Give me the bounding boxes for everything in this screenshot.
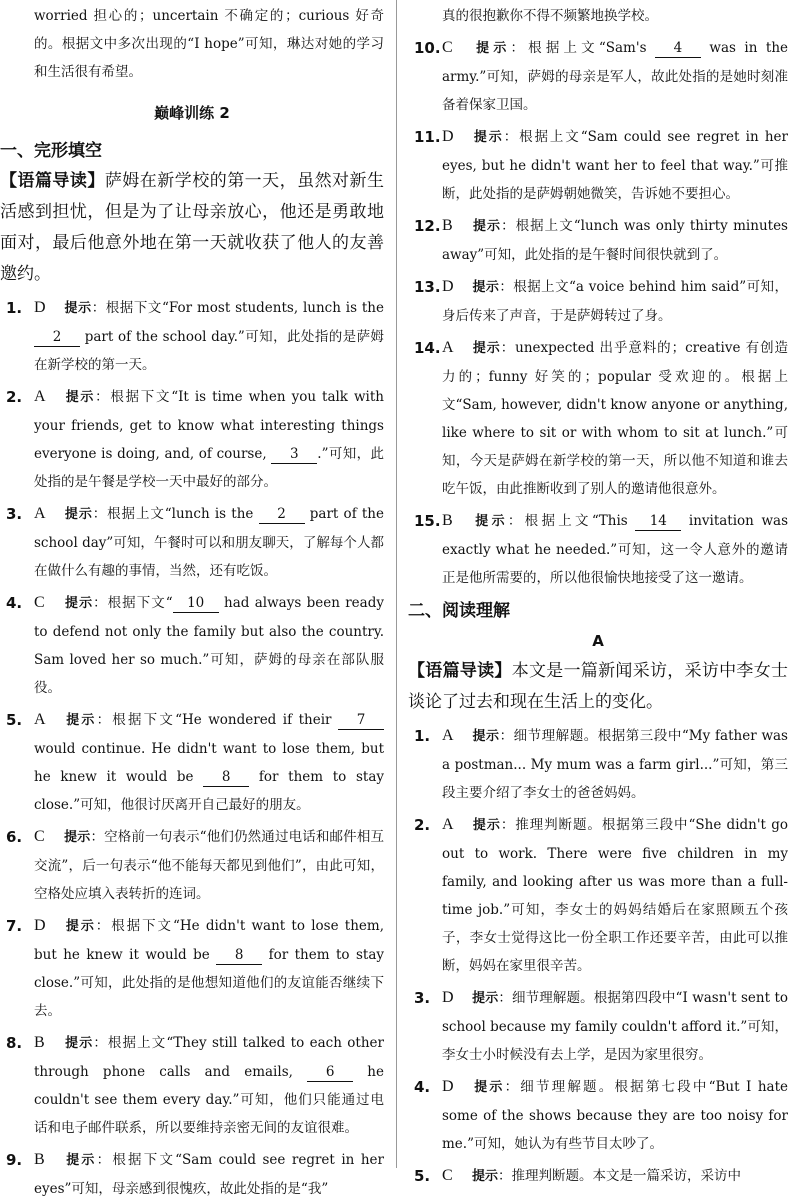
right-column [408, 0, 788, 1191]
tip-text: ：根据下文“He didn't want to lose them, but he knew it would be [34, 918, 384, 963]
item-number: 7. [6, 917, 23, 935]
tip-text: ：根据上文“Sam could see regret in her eyes, but he didn't want her to feel that way.”可推断，此处指的是萨姆朝她微笑，告诉她不要担心。 [442, 129, 788, 202]
item-number: 5. [414, 1167, 431, 1185]
item-number: 10. [414, 39, 441, 57]
answer-letter: D [442, 1078, 454, 1095]
answer-letter: B [442, 512, 453, 529]
tip-text: ：根据上文“lunch is the [92, 506, 259, 522]
answer-item [408, 984, 788, 1069]
answer-letter: C [34, 828, 45, 845]
answer-item [408, 334, 788, 503]
tip-text: ：细节理解题。根据第七段中“But I hate some of the shows because they are too noisy for me.”可知，她认为有些节目太吵了。 [442, 1079, 788, 1152]
practice-title: 巅峰训练 2 [154, 104, 230, 122]
item-number: 1. [414, 727, 431, 745]
tip-text: ：unexpected 出乎意料的；creative 有创造力的；funny 好笑的；popular 受欢迎的。根据上文“Sam, however, didn't know anyone or anything, like where to sit or with whom to sit at lunch.”可知，今天是萨姆在新学校的第一天，所以他不知道和谁去吃午饭，由此推断收到了别人的邀请他很意外。 [442, 340, 788, 497]
answer-letter: D [34, 917, 46, 934]
tip-label: 提示 [472, 219, 502, 234]
tip-text-mid: would continue. He didn't want to lose them, but he knew it would be [34, 741, 384, 785]
tip-label: 提示 [64, 1153, 97, 1168]
tip-text-end: he couldn't see them every day.”可知，他们只能通过电话和电子邮件联系，所以要维持亲密无间的友谊很难。 [34, 1064, 384, 1136]
answer-letter: D [34, 299, 46, 316]
answer-item [408, 212, 788, 269]
answer-item [408, 811, 788, 980]
answer-item [0, 912, 384, 1025]
answer-item [0, 294, 384, 379]
item-number: 4. [414, 1078, 431, 1096]
passage-label: A [592, 632, 604, 650]
tip-text: ：根据上文“They still talked to each other through phone calls and emails, [34, 1035, 384, 1080]
answer-letter: B [34, 1034, 45, 1051]
item-number: 4. [6, 594, 23, 612]
blank-number: 6 [307, 1063, 353, 1082]
answer-item [0, 1146, 384, 1203]
blank-number: 2 [34, 328, 80, 347]
item-number: 14. [414, 339, 441, 357]
tip-label: 提示 [472, 341, 501, 356]
tip-text-end: part of the school day.”可知，此处指的是萨姆在新学校的第一天。 [34, 329, 384, 373]
tip-text-end: part of the school day”可知，午餐时可以和朋友聊天，了解每个人都在做什么有趣的事情，当然，还有吃饭。 [34, 506, 384, 579]
tip-text: ：根据下文“Sam could see regret in her eyes”可知，母亲感到很愧疚，故此处指的是“我” [34, 1152, 384, 1197]
tip-text-end: .”可知，此处指的是午餐是学校一天中最好的部分。 [34, 446, 384, 490]
tip-text: ：空格前一句表示“他们仍然通过电话和邮件相互交流”，后一句表示“他不能每天都见到他们”，由此可知，空格处应填入表转折的连词。 [34, 829, 384, 902]
tip-label: 提示 [472, 818, 501, 833]
tip-text: ：细节理解题。根据第四段中“I wasn't sent to school because my family couldn't afford it.”可知，李女士小时候没有去上学，是因为家里很穷。 [442, 990, 788, 1063]
item-number: 8. [6, 1034, 23, 1052]
tip-text-end: invitation was exactly what he needed.”可知，这一令人意外的邀请正是他所需要的，所以他很愉快地接受了这一邀请。 [442, 513, 788, 586]
tip-text: ：根据下文“For most students, lunch is the [91, 300, 384, 316]
tip-text: ：根据上文“This [507, 513, 636, 529]
tip-label: 提示 [472, 991, 499, 1006]
answer-item [408, 273, 788, 330]
tip-label: 提示 [64, 830, 91, 845]
answer-letter: A [34, 505, 46, 522]
passage-guide [0, 166, 384, 290]
answer-item [408, 1073, 788, 1158]
tip-label: 提示 [64, 919, 96, 934]
tip-label: 提示 [472, 514, 508, 529]
column-divider [396, 0, 397, 1168]
answer-letter: A [442, 339, 454, 356]
tip-label: 提示 [64, 1036, 94, 1051]
tip-text: ：根据下文“ [93, 595, 173, 611]
left-column [0, 0, 384, 1203]
tip-text: ：根据下文“He wondered if their [96, 712, 338, 728]
item-number: 13. [414, 278, 441, 296]
tip-text-end: for them to stay close.”可知，此处指的是他想知道他们的友谊能否继续下去。 [34, 947, 384, 1019]
answer-letter: B [34, 1151, 45, 1168]
section-title-reading: 二、阅读理解 [408, 601, 510, 621]
item-number: 6. [6, 828, 23, 846]
item-number: 1. [6, 299, 23, 317]
blank-number: 14 [635, 512, 681, 531]
guide-label: 【语篇导读】 [408, 661, 512, 681]
tip-label: 提示 [64, 390, 96, 405]
answer-item [0, 706, 384, 819]
tip-text: ：推理判断题。本文是一篇采访，采访中 [498, 1168, 742, 1184]
tip-label: 提示 [472, 130, 504, 145]
blank-number: 8 [203, 768, 249, 787]
tip-text-end: for them to stay close.”可知，他很讨厌离开自己最好的朋友。 [34, 769, 385, 813]
tip-label: 提示 [472, 280, 500, 295]
tip-label: 提示 [472, 41, 511, 56]
answer-item [408, 507, 788, 592]
item-number: 2. [414, 816, 431, 834]
section-title-cloze: 一、完形填空 [0, 141, 102, 161]
item-number: 11. [414, 128, 441, 146]
answer-item [408, 722, 788, 807]
answer-letter: C [34, 594, 45, 611]
tip-label: 提示 [472, 729, 500, 744]
answer-item [408, 1162, 788, 1191]
tip-label: 提示 [64, 507, 93, 522]
guide-text: 萨姆在新学校的第一天，虽然对新生活感到担忧，但是为了让母亲放心，他还是勇敢地面对，最后他意外地在第一天就收获了他人的友善邀约。 [0, 171, 385, 284]
tip-text-end: had always been ready to defend not only the family but also the country. Sam loved her so much.”可知，萨姆的母亲在部队服役。 [34, 595, 384, 696]
item-number: 9. [6, 1151, 23, 1169]
item-number: 12. [414, 217, 441, 235]
answer-item [0, 383, 384, 496]
answer-letter: D [442, 989, 454, 1006]
blank-number: 10 [173, 594, 219, 613]
answer-item [0, 500, 384, 585]
guide-text: 本文是一篇新闻采访，采访中李女士谈论了过去和现在生活上的变化。 [408, 661, 789, 712]
answer-item [0, 1029, 384, 1142]
answer-letter: C [442, 1167, 453, 1184]
tip-label: 提示 [472, 1169, 499, 1184]
blank-number: 4 [655, 39, 701, 58]
guide-label: 【语篇导读】 [0, 171, 105, 191]
tip-label: 提示 [64, 713, 97, 728]
tip-text: ：根据上文“a voice behind him said”可知，身后传来了声音，于是萨姆转过了身。 [442, 279, 788, 324]
answer-item [408, 123, 788, 208]
blank-number: 7 [338, 711, 384, 730]
intro-text: worried 担心的；uncertain 不确定的；curious 好奇的。根据文中多次出现的“I hope”可知，琳达对她的学习和生活很有希望。 [34, 8, 384, 80]
item-number: 3. [6, 505, 23, 523]
answer-item [0, 823, 384, 908]
blank-number: 8 [216, 946, 262, 965]
tip-label: 提示 [64, 301, 92, 316]
answer-letter: D [442, 278, 454, 295]
tip-label: 提示 [472, 1080, 505, 1095]
answer-letter: C [442, 39, 453, 56]
answer-letter: A [442, 816, 454, 833]
tip-text: ：细节理解题。根据第三段中“My father was a postman... My mum was a farm girl...”可知，第三段主要介绍了李女士的爸爸妈妈。 [442, 728, 788, 801]
answer-item [408, 34, 788, 119]
answer-letter: B [442, 217, 453, 234]
tip-text: ：根据上文“lunch was only thirty minutes away”可知，此处指的是午餐时间很快就到了。 [442, 218, 788, 263]
item-number: 5. [6, 711, 23, 729]
blank-number: 3 [271, 445, 317, 464]
tip-text: ：推理判断题。根据第三段中“She didn't go out to work. There were five children in my family, and looking after us was more than a full-time job.”可知，李女士的妈妈结婚后在家照顾五个孩子，李女士觉得这比一份全职工作还要辛苦，由此可以推断，妈妈在家里很辛苦。 [442, 817, 788, 974]
passage-guide [408, 656, 788, 718]
answer-letter: A [34, 711, 46, 728]
tip-text: ：根据下文“It is time when you talk with your friends, get to know what interesting things everyone is doing, and, of course, [34, 389, 384, 462]
answer-letter: A [34, 388, 46, 405]
answer-item [0, 589, 384, 702]
tip-label: 提示 [64, 596, 94, 611]
item-number: 3. [414, 989, 431, 1007]
blank-number: 2 [259, 505, 305, 524]
tip-text-end: was in the army.”可知，萨姆的母亲是军人，故此处指的是她时刻准备着保家卫国。 [442, 40, 788, 113]
answer-letter: A [442, 727, 454, 744]
continued-text: 真的很抱歉你不得不频繁地换学校。 [442, 8, 658, 24]
answer-letter: D [442, 128, 454, 145]
tip-text: ：根据上文“Sam's [510, 40, 655, 56]
item-number: 15. [414, 512, 441, 530]
item-number: 2. [6, 388, 23, 406]
